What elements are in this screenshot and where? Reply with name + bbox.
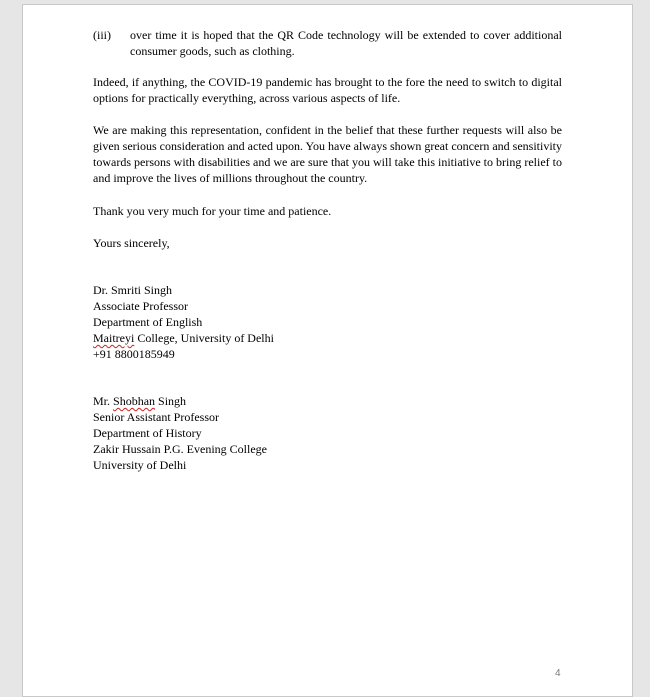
list-marker: (iii) [93, 28, 111, 42]
signature-block-1 [93, 282, 562, 362]
spellcheck-flagged-word[interactable]: Shobhan [113, 394, 156, 408]
paragraph-covid: Indeed, if anything, the COVID-19 pandemic has brought to the fore the need to switch to digital options for practically everything, across various aspects of life. [93, 75, 562, 105]
page-number: 4 [555, 668, 561, 679]
signatory-name [93, 393, 562, 409]
page-content [93, 27, 562, 473]
list-item-text: over time it is hoped that the QR Code technology will be extended to cover additional consumer goods, such as clothing. [130, 28, 562, 58]
signatory-title: Associate Professor [93, 299, 188, 313]
list-item-iii [93, 27, 562, 59]
signatory-title: Senior Assistant Professor [93, 410, 219, 424]
spellcheck-flagged-word[interactable]: Maitreyi [93, 331, 135, 345]
signatory-phone: +91 8800185949 [93, 347, 175, 361]
document-page [22, 4, 633, 697]
signatory-college: Zakir Hussain P.G. Evening College [93, 442, 267, 456]
signatory-department: Department of English [93, 315, 203, 329]
paragraph-representation: We are making this representation, confident in the belief that these further requests will also be given serious consideration and acted upon. You have always shown great concern and sensitivity towards persons with disabilities and we are sure that you will take this initiative to bring relief to and improve the lives of millions throughout the country. [93, 123, 562, 185]
closing-salutation: Yours sincerely, [93, 236, 170, 250]
signatory-department: Department of History [93, 426, 202, 440]
signatory-name-suffix: Singh [155, 394, 187, 408]
signatory-college [93, 330, 562, 346]
paragraph-thanks: Thank you very much for your time and patience. [93, 204, 332, 218]
signature-block-2 [93, 393, 562, 473]
signatory-college-rest: College, University of Delhi [134, 331, 274, 345]
signatory-name-prefix: Mr. [93, 394, 114, 408]
signatory-university: University of Delhi [93, 458, 187, 472]
signatory-name: Dr. Smriti Singh [93, 283, 173, 297]
